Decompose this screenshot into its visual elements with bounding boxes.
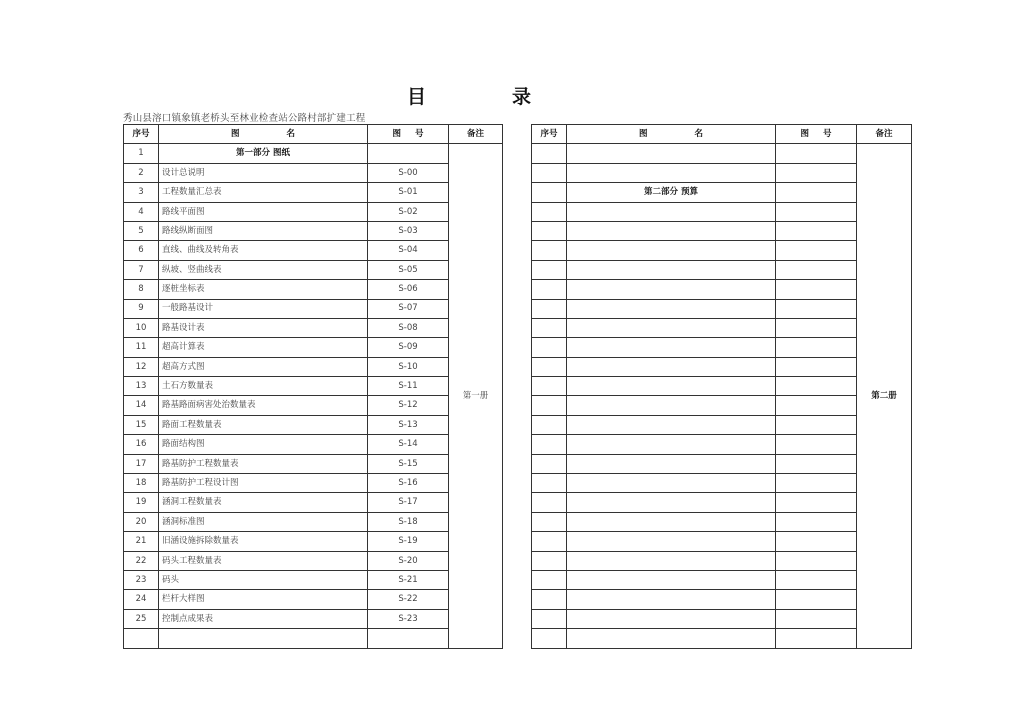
row-code: S-02: [368, 202, 449, 221]
row-name: 设计总说明: [159, 163, 368, 182]
page-title-char-1: 目: [407, 86, 427, 108]
project-name: 秀山县溶口镇象镇老桥头至林业检查站公路村部扩建工程: [123, 113, 366, 124]
row-seq: 23: [124, 570, 159, 589]
header-remark: 备注: [857, 125, 912, 144]
row-code: S-23: [368, 609, 449, 628]
row-code: S-16: [368, 474, 449, 493]
row-name: [567, 570, 776, 589]
row-name: 路面工程数量表: [159, 415, 368, 434]
table-row: [532, 318, 912, 337]
row-code: S-04: [368, 241, 449, 260]
row-seq: [532, 202, 567, 221]
row-code: [776, 280, 857, 299]
row-name: 逐桩坐标表: [159, 280, 368, 299]
table-row: [124, 435, 503, 454]
header-name: 图 名: [159, 125, 368, 144]
row-name: [567, 221, 776, 240]
row-code: S-12: [368, 396, 449, 415]
row-code: [776, 493, 857, 512]
row-seq: 15: [124, 415, 159, 434]
row-seq: 6: [124, 241, 159, 260]
row-seq: [532, 396, 567, 415]
header-name: 图 名: [567, 125, 776, 144]
table-row: [124, 570, 503, 589]
row-code: [776, 415, 857, 434]
row-name: [567, 493, 776, 512]
row-code: S-14: [368, 435, 449, 454]
table-row: [532, 221, 912, 240]
row-seq: [532, 629, 567, 648]
row-code: [776, 144, 857, 163]
table-row: [532, 435, 912, 454]
table-header-row: [532, 125, 912, 144]
row-code: [368, 629, 449, 648]
row-seq: [532, 377, 567, 396]
row-name: 路基设计表: [159, 318, 368, 337]
row-name: [567, 202, 776, 221]
row-name: 超高方式图: [159, 357, 368, 376]
row-name: [567, 435, 776, 454]
header-code: 图 号: [368, 125, 449, 144]
row-seq: [532, 474, 567, 493]
table-row: [532, 415, 912, 434]
row-seq: 14: [124, 396, 159, 415]
row-code: S-20: [368, 551, 449, 570]
table-row: [124, 163, 503, 182]
table-row: [532, 512, 912, 531]
row-seq: 18: [124, 474, 159, 493]
row-seq: [532, 512, 567, 531]
row-code: [776, 532, 857, 551]
row-code: S-07: [368, 299, 449, 318]
row-seq: 19: [124, 493, 159, 512]
row-code: [776, 202, 857, 221]
row-seq: [532, 144, 567, 163]
row-seq: [532, 183, 567, 202]
row-seq: [532, 338, 567, 357]
row-name: [567, 454, 776, 473]
row-seq: 4: [124, 202, 159, 221]
table-row: [124, 474, 503, 493]
row-name: [567, 474, 776, 493]
row-code: [776, 357, 857, 376]
table-row: [532, 493, 912, 512]
table-row: [124, 299, 503, 318]
row-seq: 22: [124, 551, 159, 570]
row-name: [567, 338, 776, 357]
row-seq: [532, 260, 567, 279]
row-code: [776, 183, 857, 202]
row-seq: [532, 299, 567, 318]
table-header-row: [124, 125, 503, 144]
table-row: [124, 318, 503, 337]
header-code: 图 号: [776, 125, 857, 144]
drawing-index-table-left: [123, 124, 503, 649]
table-row: [124, 590, 503, 609]
row-seq: 20: [124, 512, 159, 531]
volume-label: 第二册: [857, 144, 912, 648]
row-name: [567, 318, 776, 337]
table-row: [124, 202, 503, 221]
row-name: 路基防护工程数量表: [159, 454, 368, 473]
row-seq: 8: [124, 280, 159, 299]
row-code: [776, 241, 857, 260]
drawing-index-table-right: [531, 124, 912, 649]
row-seq: 10: [124, 318, 159, 337]
row-code: S-00: [368, 163, 449, 182]
table-row: [124, 415, 503, 434]
row-name: [567, 377, 776, 396]
row-seq: [532, 163, 567, 182]
row-name: [567, 357, 776, 376]
row-seq: [532, 609, 567, 628]
table-row: [124, 260, 503, 279]
table-row: [532, 609, 912, 628]
row-code: S-13: [368, 415, 449, 434]
row-code: [776, 570, 857, 589]
row-seq: [532, 493, 567, 512]
table-row: [532, 202, 912, 221]
row-seq: [532, 415, 567, 434]
table-row: [532, 357, 912, 376]
row-seq: 9: [124, 299, 159, 318]
row-name: 一般路基设计: [159, 299, 368, 318]
page-title-char-2: 录: [512, 86, 532, 108]
table-row: [124, 183, 503, 202]
page-title: [0, 82, 1024, 106]
row-seq: 1: [124, 144, 159, 163]
table-row: [124, 221, 503, 240]
row-code: [776, 318, 857, 337]
row-seq: [532, 318, 567, 337]
row-name: 直线、曲线及转角表: [159, 241, 368, 260]
row-seq: 21: [124, 532, 159, 551]
row-name: 路线纵断面图: [159, 221, 368, 240]
row-seq: 3: [124, 183, 159, 202]
part-heading: 第一部分 图纸: [159, 144, 368, 163]
row-seq: [532, 241, 567, 260]
row-seq: [532, 280, 567, 299]
row-name: [567, 415, 776, 434]
row-seq: [532, 435, 567, 454]
row-code: S-09: [368, 338, 449, 357]
row-seq: 13: [124, 377, 159, 396]
row-name: 路面结构图: [159, 435, 368, 454]
header-remark: 备注: [449, 125, 503, 144]
row-seq: [532, 454, 567, 473]
table-row: [124, 396, 503, 415]
row-code: [776, 609, 857, 628]
table-row: [532, 629, 912, 648]
table-row: [532, 183, 912, 202]
table-row: [532, 163, 912, 182]
row-code: S-06: [368, 280, 449, 299]
row-name: [567, 629, 776, 648]
row-name: 码头: [159, 570, 368, 589]
row-seq: 17: [124, 454, 159, 473]
table-row: [124, 512, 503, 531]
row-code: S-22: [368, 590, 449, 609]
row-seq: [532, 590, 567, 609]
table-row: [532, 299, 912, 318]
table-row: [124, 357, 503, 376]
row-name: [567, 241, 776, 260]
row-code: [776, 377, 857, 396]
row-name: 路基防护工程设计图: [159, 474, 368, 493]
part-heading: 第二部分 预算: [567, 183, 776, 202]
header-seq: 序号: [532, 125, 567, 144]
header-seq: 序号: [124, 125, 159, 144]
table-row: [124, 280, 503, 299]
row-code: [776, 338, 857, 357]
row-name: [567, 609, 776, 628]
row-code: S-10: [368, 357, 449, 376]
table-row: [532, 338, 912, 357]
table-row: [532, 590, 912, 609]
row-name: 纵坡、竖曲线表: [159, 260, 368, 279]
table-row: [124, 241, 503, 260]
row-code: [776, 435, 857, 454]
table-row: [532, 241, 912, 260]
row-name: [567, 299, 776, 318]
row-seq: [532, 532, 567, 551]
table-row: [532, 454, 912, 473]
row-code: [776, 512, 857, 531]
row-seq: 11: [124, 338, 159, 357]
row-seq: [124, 629, 159, 648]
row-code: [776, 396, 857, 415]
table-row: [532, 280, 912, 299]
row-name: [567, 590, 776, 609]
table-row: [124, 551, 503, 570]
row-name: 土石方数量表: [159, 377, 368, 396]
row-code: S-21: [368, 570, 449, 589]
table-row: [124, 493, 503, 512]
table-row: [124, 144, 503, 163]
row-code: [776, 260, 857, 279]
row-name: 旧涵设施拆除数量表: [159, 532, 368, 551]
row-seq: 12: [124, 357, 159, 376]
row-seq: 25: [124, 609, 159, 628]
row-code: S-03: [368, 221, 449, 240]
table-row: [532, 570, 912, 589]
table-row: [532, 551, 912, 570]
row-name: 涵洞工程数量表: [159, 493, 368, 512]
row-name: 路基路面病害处治数量表: [159, 396, 368, 415]
row-code: S-01: [368, 183, 449, 202]
row-seq: [532, 357, 567, 376]
row-code: [368, 144, 449, 163]
row-name: [567, 163, 776, 182]
row-seq: [532, 551, 567, 570]
table-row: [532, 260, 912, 279]
row-code: S-05: [368, 260, 449, 279]
table-row: [124, 454, 503, 473]
row-name: [567, 551, 776, 570]
row-name: [567, 144, 776, 163]
table-row: [532, 474, 912, 493]
row-code: [776, 299, 857, 318]
row-name: [567, 512, 776, 531]
row-seq: 2: [124, 163, 159, 182]
row-seq: 5: [124, 221, 159, 240]
row-name: 码头工程数量表: [159, 551, 368, 570]
row-name: 控制点成果表: [159, 609, 368, 628]
row-name: 涵洞标准图: [159, 512, 368, 531]
table-row: [124, 377, 503, 396]
row-name: [567, 260, 776, 279]
volume-label: 第一册: [449, 144, 503, 648]
row-code: [776, 551, 857, 570]
row-code: [776, 221, 857, 240]
row-seq: 7: [124, 260, 159, 279]
row-code: [776, 590, 857, 609]
row-seq: 16: [124, 435, 159, 454]
table-row: [124, 338, 503, 357]
row-name: [567, 396, 776, 415]
row-code: S-11: [368, 377, 449, 396]
row-seq: [532, 570, 567, 589]
row-name: 路线平面图: [159, 202, 368, 221]
row-name: [567, 280, 776, 299]
table-row: [124, 532, 503, 551]
row-seq: [532, 221, 567, 240]
row-name: 栏杆大样图: [159, 590, 368, 609]
row-code: S-17: [368, 493, 449, 512]
row-name: [567, 532, 776, 551]
row-code: [776, 163, 857, 182]
row-code: S-15: [368, 454, 449, 473]
row-name: 超高计算表: [159, 338, 368, 357]
table-row: [532, 396, 912, 415]
table-row: [532, 377, 912, 396]
row-seq: 24: [124, 590, 159, 609]
row-code: [776, 454, 857, 473]
row-code: S-08: [368, 318, 449, 337]
row-name: [159, 629, 368, 648]
table-row: [124, 609, 503, 628]
table-row: [124, 629, 503, 648]
row-code: [776, 474, 857, 493]
row-code: S-19: [368, 532, 449, 551]
row-code: S-18: [368, 512, 449, 531]
table-row: [532, 532, 912, 551]
table-row: [532, 144, 912, 163]
row-name: 工程数量汇总表: [159, 183, 368, 202]
row-code: [776, 629, 857, 648]
